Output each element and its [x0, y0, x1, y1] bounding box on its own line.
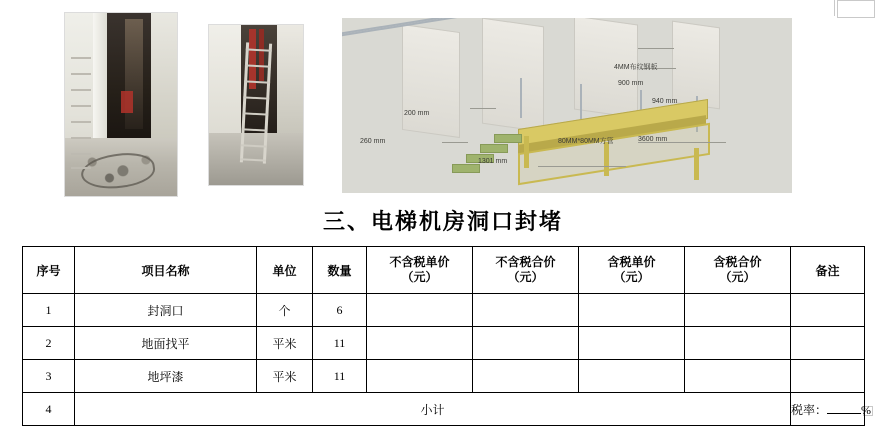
- render-label-3600mm: 3600 mm: [638, 136, 668, 143]
- cell-no: 4: [23, 393, 75, 426]
- cell-tax-rate[interactable]: [791, 393, 872, 426]
- col-header-total-ex-tax: 不含税合价 （元）: [473, 247, 579, 294]
- cell-price-ex-tax[interactable]: [367, 294, 473, 327]
- render-label-200mm: 200 mm: [404, 110, 430, 117]
- photo-strip: [22, 12, 864, 197]
- table-row: [23, 360, 865, 393]
- cell-price-ex-tax[interactable]: [367, 327, 473, 360]
- render-label-900mm: 900 mm: [618, 80, 644, 87]
- cell-unit: 平米: [257, 327, 313, 360]
- cell-quantity: 6: [313, 294, 367, 327]
- tax-rate-input[interactable]: [827, 413, 861, 414]
- render-label-1301mm: 1301 mm: [478, 158, 508, 165]
- stair-shape: [452, 128, 524, 176]
- cell-remark[interactable]: [791, 294, 865, 327]
- cell-remark[interactable]: [791, 327, 865, 360]
- col-header-item-name: 项目名称: [75, 247, 257, 294]
- col-header-unit: 单位: [257, 247, 313, 294]
- col-header-remark: 备注: [791, 247, 865, 294]
- quotation-table: [22, 246, 872, 426]
- cell-total-ex-tax[interactable]: [473, 360, 579, 393]
- render-label-940mm: 940 mm: [652, 98, 678, 105]
- cell-unit: 平米: [257, 360, 313, 393]
- col-header-price-ex-tax: 不含税单价 （元）: [367, 247, 473, 294]
- cell-remark[interactable]: [791, 360, 865, 393]
- render-label-260mm: 260 mm: [360, 138, 386, 145]
- cell-price-incl-tax[interactable]: [579, 294, 685, 327]
- table-subtotal-row: [23, 393, 865, 426]
- document-body: [22, 12, 872, 426]
- cell-item-name: 地坪漆: [75, 360, 257, 393]
- tax-rate-percent-sign: %: [861, 402, 872, 417]
- cell-price-ex-tax[interactable]: [367, 360, 473, 393]
- cell-price-incl-tax[interactable]: [579, 327, 685, 360]
- cell-total-incl-tax[interactable]: [685, 327, 791, 360]
- cell-unit: 个: [257, 294, 313, 327]
- cell-total-incl-tax[interactable]: [685, 360, 791, 393]
- photo-doorway-before: [64, 12, 178, 197]
- cell-subtotal-label: 小计: [75, 393, 791, 426]
- cell-quantity: 11: [313, 360, 367, 393]
- cell-item-name: 封洞口: [75, 294, 257, 327]
- cell-no: 2: [23, 327, 75, 360]
- cell-no: 3: [23, 360, 75, 393]
- ladder-shape: [71, 57, 91, 169]
- tax-rate-label: 税率：: [791, 402, 828, 417]
- cell-quantity: 11: [313, 327, 367, 360]
- cell-item-name: 地面找平: [75, 327, 257, 360]
- photo-machine-room-opening: [208, 24, 304, 186]
- table-header-row: [23, 247, 865, 294]
- cell-price-incl-tax[interactable]: [579, 360, 685, 393]
- col-header-quantity: 数量: [313, 247, 367, 294]
- cell-total-ex-tax[interactable]: [473, 294, 579, 327]
- col-header-total-incl-tax: 含税合价 （元）: [685, 247, 791, 294]
- render-label-steel-plate: 4MM布纹钢板: [614, 64, 658, 71]
- section-heading: 三、电梯机房洞口封堵: [322, 209, 563, 234]
- col-header-no: 序号: [23, 247, 75, 294]
- cell-total-ex-tax[interactable]: [473, 327, 579, 360]
- table-body: [23, 294, 872, 426]
- platform-3d-render: [342, 18, 792, 193]
- render-label-square-tube: 80MM*80MM方管: [558, 138, 614, 145]
- cell-no: 1: [23, 294, 75, 327]
- table-row: [23, 327, 865, 360]
- cell-total-incl-tax[interactable]: [685, 294, 791, 327]
- table-row: [23, 294, 865, 327]
- col-header-price-incl-tax: 含税单价 （元）: [579, 247, 685, 294]
